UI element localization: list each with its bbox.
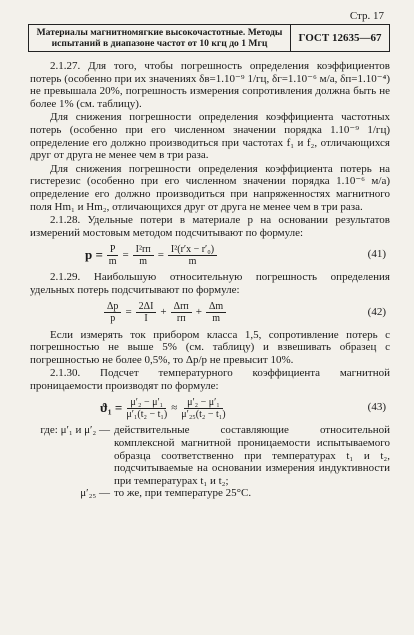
header-title-line1: Материалы магнитномягкие высокочастотные. Методы [36,27,283,38]
paragraph-hysteresis-losses: Для снижения погрешности определения коэффициента потерь на гистерезис (особенно при его численном значении порядка 1.10⁻⁶ м/а) определение его должно производиться при напряженностях магнитного поля Hm₁ и Hm₂, отличающихся друг от друга не менее чем в три раза. [30,162,390,213]
definition-term: где: μ′₁ и μ′₂ — [40,424,110,437]
formula-43-frac2: $\frac{\text{μ′₂ − μ′₁}}{\text{μ′₂₅(t₂ − t₁)}}$ [181,396,226,420]
definition-text: то же, при температуре 25°С. [114,487,252,500]
formula-42-plus: + [160,306,167,319]
formula-42-frac2: $\frac{2\Delta I}{I}$ [136,301,157,324]
paragraph-current-measurement: Если измерять ток прибором класса 1,5, сопротивление потерь с погрешностью не выше 5% (см. таблицу) и взвешивать образец с погрешностью не более 0,5%, то Δp/p не превысит 10%. [30,328,390,366]
formula-43-approx: ≈ [171,402,178,415]
formula-42 [30,298,390,328]
formula-41-lhs: p = [85,247,103,263]
formula-42-frac3: $\frac{\text{Δrп}}{rп}$ [171,301,192,324]
document-header [28,24,390,52]
definition-row [30,487,390,500]
header-title-line2: испытаний в диапазоне частот от 10 кгц до 1 Мгц [51,38,268,49]
page-number: Стр. 17 [349,10,384,22]
formula-41-number: (41) [367,248,386,261]
paragraph-2-1-28: 2.1.28. Удельные потери в материале p на основании результатов измерений мостовым методом подсчитывают по формуле: [30,214,390,239]
formula-43-lhs: ϑ₁ = [100,400,123,416]
formula-41-frac1: $\frac{P}{m}$ [108,243,117,267]
formula-41-frac2: $\frac{\text{I²rп}}{m}$ [133,244,154,267]
formula-43-number: (43) [367,401,386,414]
standard-number: ГОСТ 12635—67 [298,32,382,44]
definitions-list [30,424,390,500]
formula-41-eq2: = [157,249,164,262]
document-body [30,60,390,500]
definition-text: действительные составляющие относительной комплексной магнитной проницаемости испытываемого образца соответственно при температурах t₁ и t₂, подсчитываемые на основании измерения индуктивности при температурах t₁ и t₂; [114,424,390,487]
paragraph-frequency-losses: Для снижения погрешности определения коэффициента частотных потерь (особенно при его численном значении порядка 1.10⁻⁹ 1/гц) определение его должно производиться при частотах f₁ и f₂, отличающихся друг от друга не менее чем в три раза. [30,111,390,162]
formula-42-eq: = [125,306,132,319]
paragraph-2-1-29: 2.1.29. Наибольшую относительную погрешность определения удельных потерь подсчитывают по формуле: [30,271,390,296]
formula-42-frac4: $\frac{\Delta m}{m}$ [206,301,226,324]
formula-43-frac1: $\frac{\text{μ′₂ − μ′₁}}{\text{μ′₁(t₂ − t₁)}}$ [126,396,168,420]
definition-term: μ′₂₅ — [80,487,110,500]
paragraph-2-1-27: 2.1.27. Для того, чтобы погрешность определения коэффициентов потерь (особенно при их значениях δв=1.10⁻⁹ 1/гц, δг=1.10⁻⁶ м/а, δп=1.10⁻⁴) не превышала 20%, погрешность измерения сопротивления должна быть не более 1% (см. таблицу). [30,60,390,110]
formula-41-eq: = [122,249,129,262]
formula-42-plus2: + [195,306,202,319]
formula-41-frac3: $\frac{\text{I²(r′x − r′₀)}}{m}$ [168,244,217,267]
definition-row [30,424,390,487]
formula-41 [30,240,390,270]
header-title [29,25,291,51]
formula-42-frac1: $\frac{\Delta p}{p}$ [104,301,121,324]
formula-42-number: (42) [367,305,386,318]
formula-43 [30,393,390,423]
paragraph-2-1-30: 2.1.30. Подсчет температурного коэффициента магнитной проницаемости производят по формуле: [30,367,390,392]
